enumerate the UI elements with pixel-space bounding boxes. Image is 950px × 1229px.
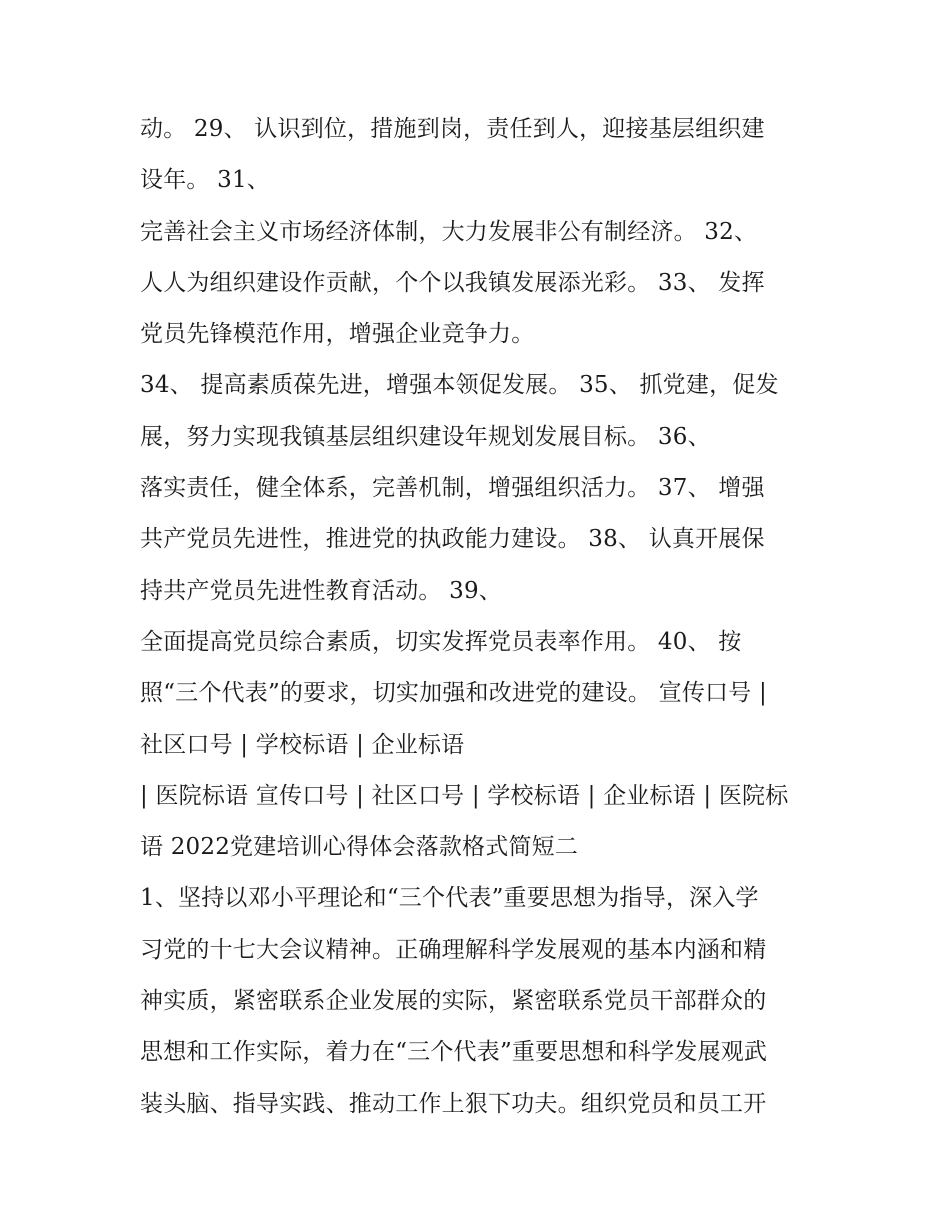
- text-line: 34、 提高素质葆先进，增强本领促发展。 35、 抓党建，促发: [140, 372, 779, 399]
- text-line: 人人为组织建设作贡献，个个以我镇发展添光彩。 33、 发挥: [140, 269, 765, 296]
- text-line: 动。 29、 认识到位，措施到岗，责任到人，迎接基层组织建: [140, 116, 765, 142]
- text-line: 社区口号 | 学校标语 | 企业标语: [140, 731, 465, 758]
- text-line: 装头脑、指导实践、推动工作上狠下功夫。组织党员和员工开: [140, 1090, 767, 1117]
- text-line: 习党的十七大会议精神。正确理解科学发展观的基本内涵和精: [140, 936, 767, 963]
- text-line: 完善社会主义市场经济体制，大力发展非公有制经济。 32、: [140, 218, 758, 245]
- text-line: 全面提高党员综合素质，切实发挥党员表率作用。 40、 按: [140, 628, 742, 655]
- section-heading-line: 语 2022党建培训心得体会落款格式简短二: [140, 834, 579, 861]
- text-line: 党员先锋模范作用，增强企业竞争力。: [140, 321, 535, 348]
- text-line: 设年。 31、: [140, 167, 270, 194]
- text-line: 照“三个代表”的要求，切实加强和改进党的建设。 宣传口号 |: [140, 680, 767, 707]
- text-line: 展，努力实现我镇基层组织建设年规划发展目标。 36、: [140, 423, 711, 450]
- text-line: | 医院标语 宣传口号 | 社区口号 | 学校标语 | 企业标语 | 医院标: [140, 782, 789, 809]
- text-line: 共产党员先进性，推进党的执政能力建设。 38、 认真开展保: [140, 526, 765, 553]
- document-body: [140, 104, 820, 1130]
- text-line: 1、坚持以邓小平理论和“三个代表”重要思想为指导，深入学: [140, 885, 759, 912]
- text-line: 思想和工作实际，着力在“三个代表”重要思想和科学发展观武: [140, 1039, 768, 1066]
- text-line: 神实质，紧密联系企业发展的实际，紧密联系党员干部群众的: [140, 988, 767, 1015]
- text-line: 落实责任，健全体系，完善机制，增强组织活力。 37、 增强: [140, 475, 765, 502]
- text-line: 持共产党员先进性教育活动。 39、: [140, 577, 502, 604]
